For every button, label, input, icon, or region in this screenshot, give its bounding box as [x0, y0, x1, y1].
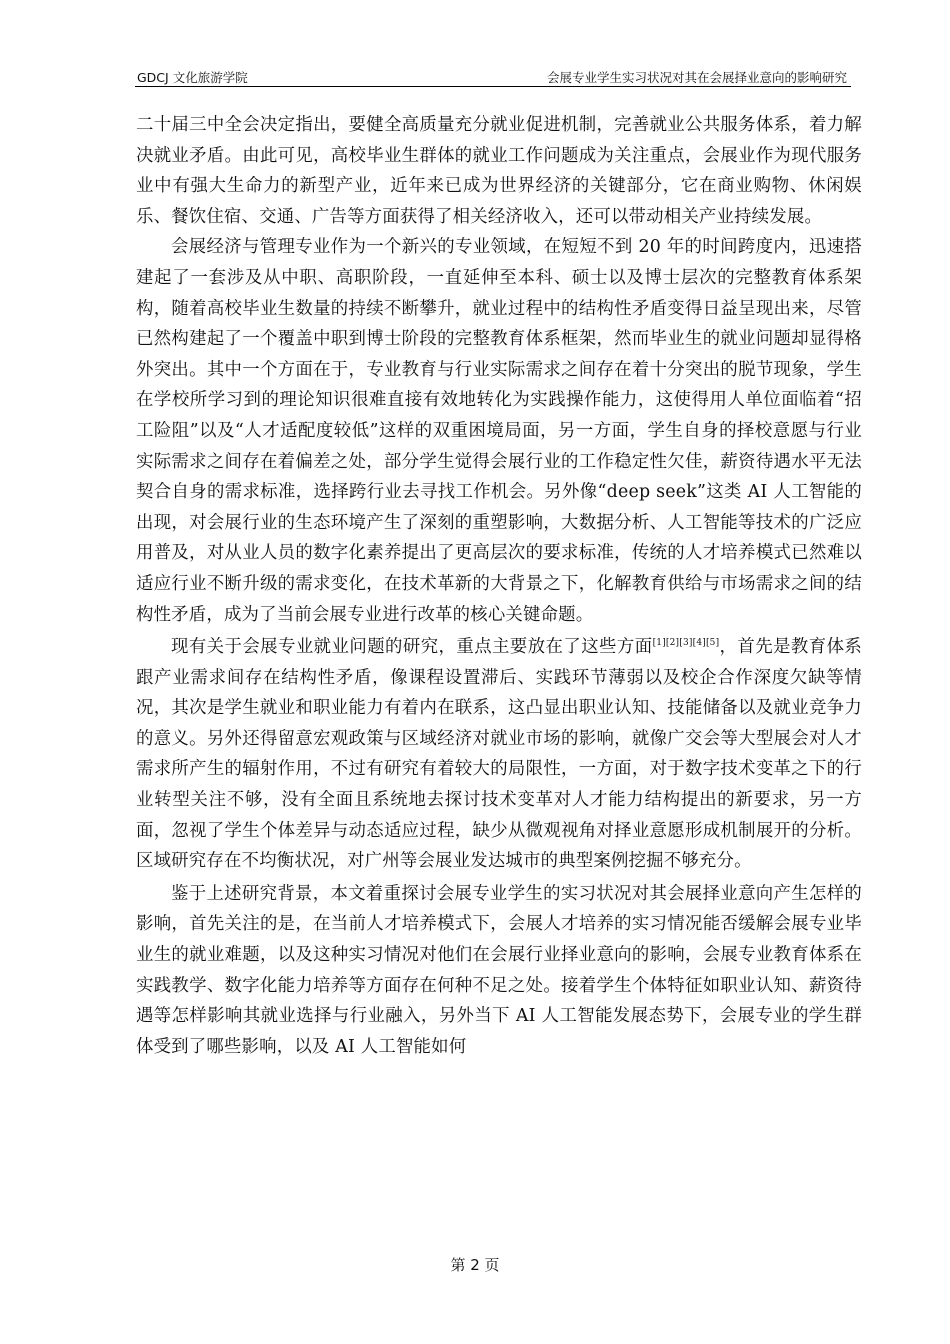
header-institution: GDCJ 文化旅游学院 [137, 70, 248, 85]
paragraph-2: 会展经济与管理专业作为一个新兴的专业领域，在短短不到 20 年的时间跨度内，迅速搭建起了一套涉及从中职、高职阶段，一直延伸至本科、硕士以及博士层次的完整教育体系架构，随着高校毕业生数量的持续不断攀升，就业过程中的结构性矛盾变得日益呈现出来，尽管已然构建起了一个覆盖中职到博士阶段的完整教育体系框架，然而毕业生的就业问题却显得格外突出。其中一个方面在于，专业教育与行业实际需求之间存在着十分突出的脱节现象，学生在学校所学习到的理论知识很难直接有效地转化为实践操作能力，这使得用人单位面临着“招工险阻”以及“人才适配度较低”这样的双重困境局面，另一方面，学生自身的择校意愿与行业实际需求之间存在着偏差之处，部分学生觉得会展行业的工作稳定性欠佳，薪资待遇水平无法契合自身的需求标准，选择跨行业去寻找工作机会。另外像“deep seek”这类 AI 人工智能的出现，对会展行业的生态环境产生了深刻的重塑影响，大数据分析、人工智能等技术的广泛应用普及，对从业人员的数字化素养提出了更高层次的要求标准，传统的人才培养模式已然难以适应行业不断升级的需求变化，在技术革新的大背景之下，化解教育供给与市场需求之间的结构性矛盾，成为了当前会展专业进行改革的核心关键命题。 [136, 237, 862, 625]
paragraph-3 [136, 632, 862, 877]
page-number: 第 2 页 [450, 1256, 500, 1274]
paragraph-3-text-before: 现有关于会展专业就业问题的研究，重点主要放在了这些方面 [171, 637, 653, 658]
page-header [135, 66, 851, 87]
paragraph-1: 二十届三中全会决定指出，要健全高质量充分就业促进机制，完善就业公共服务体系，着力解决就业矛盾。由此可见，高校毕业生群体的就业工作问题成为关注重点，会展业作为现代服务业中有强大生命力的新型产业，近年来已成为世界经济的关键部分，它在商业购物、休闲娱乐、餐饮住宿、交通、广告等方面获得了相关经济收入，还可以带动相关产业持续发展。 [136, 115, 862, 227]
body-text [136, 110, 862, 1062]
paragraph-4: 鉴于上述研究背景，本文着重探讨会展专业学生的实习状况对其会展择业意向产生怎样的影响，首先关注的是，在当前人才培养模式下，会展人才培养的实习情况能否缓解会展专业毕业生的就业难题，以及这种实习情况对他们在会展行业择业意向的影响，会展专业教育体系在实践教学、数字化能力培养等方面存在何种不足之处。接着学生个体特征如职业认知、薪资待遇等怎样影响其就业选择与行业融入，另外当下 AI 人工智能发展态势下，会展专业的学生群体受到了哪些影响，以及 AI 人工智能如何 [136, 883, 862, 1057]
citation-refs[interactable]: [1][2][3][4][5] [652, 638, 720, 649]
header-paper-title: 会展专业学生实习状况对其在会展择业意向的影响研究 [546, 70, 847, 85]
paragraph-3-text-after: ，首先是教育体系跟产业需求间存在结构性矛盾，像课程设置滞后、实践环节薄弱以及校企合作深度欠缺等情况，其次是学生就业和职业能力有着内在联系，这凸显出职业认知、技能储备以及就业竞争力的意义。另外还得留意宏观政策与区域经济对就业市场的影响，就像广交会等大型展会对人才需求所产生的辐射作用，不过有研究有着较大的局限性，一方面，对于数字技术变革之下的行业转型关注不够，没有全面且系统地去探讨技术变革对人才能力结构提出的新要求，另一方面，忽视了学生个体差异与动态适应过程，缺少从微观视角对择业意愿形成机制展开的分析。区域研究存在不均衡状况，对广州等会展业发达城市的典型案例挖掘不够充分。 [136, 637, 862, 872]
